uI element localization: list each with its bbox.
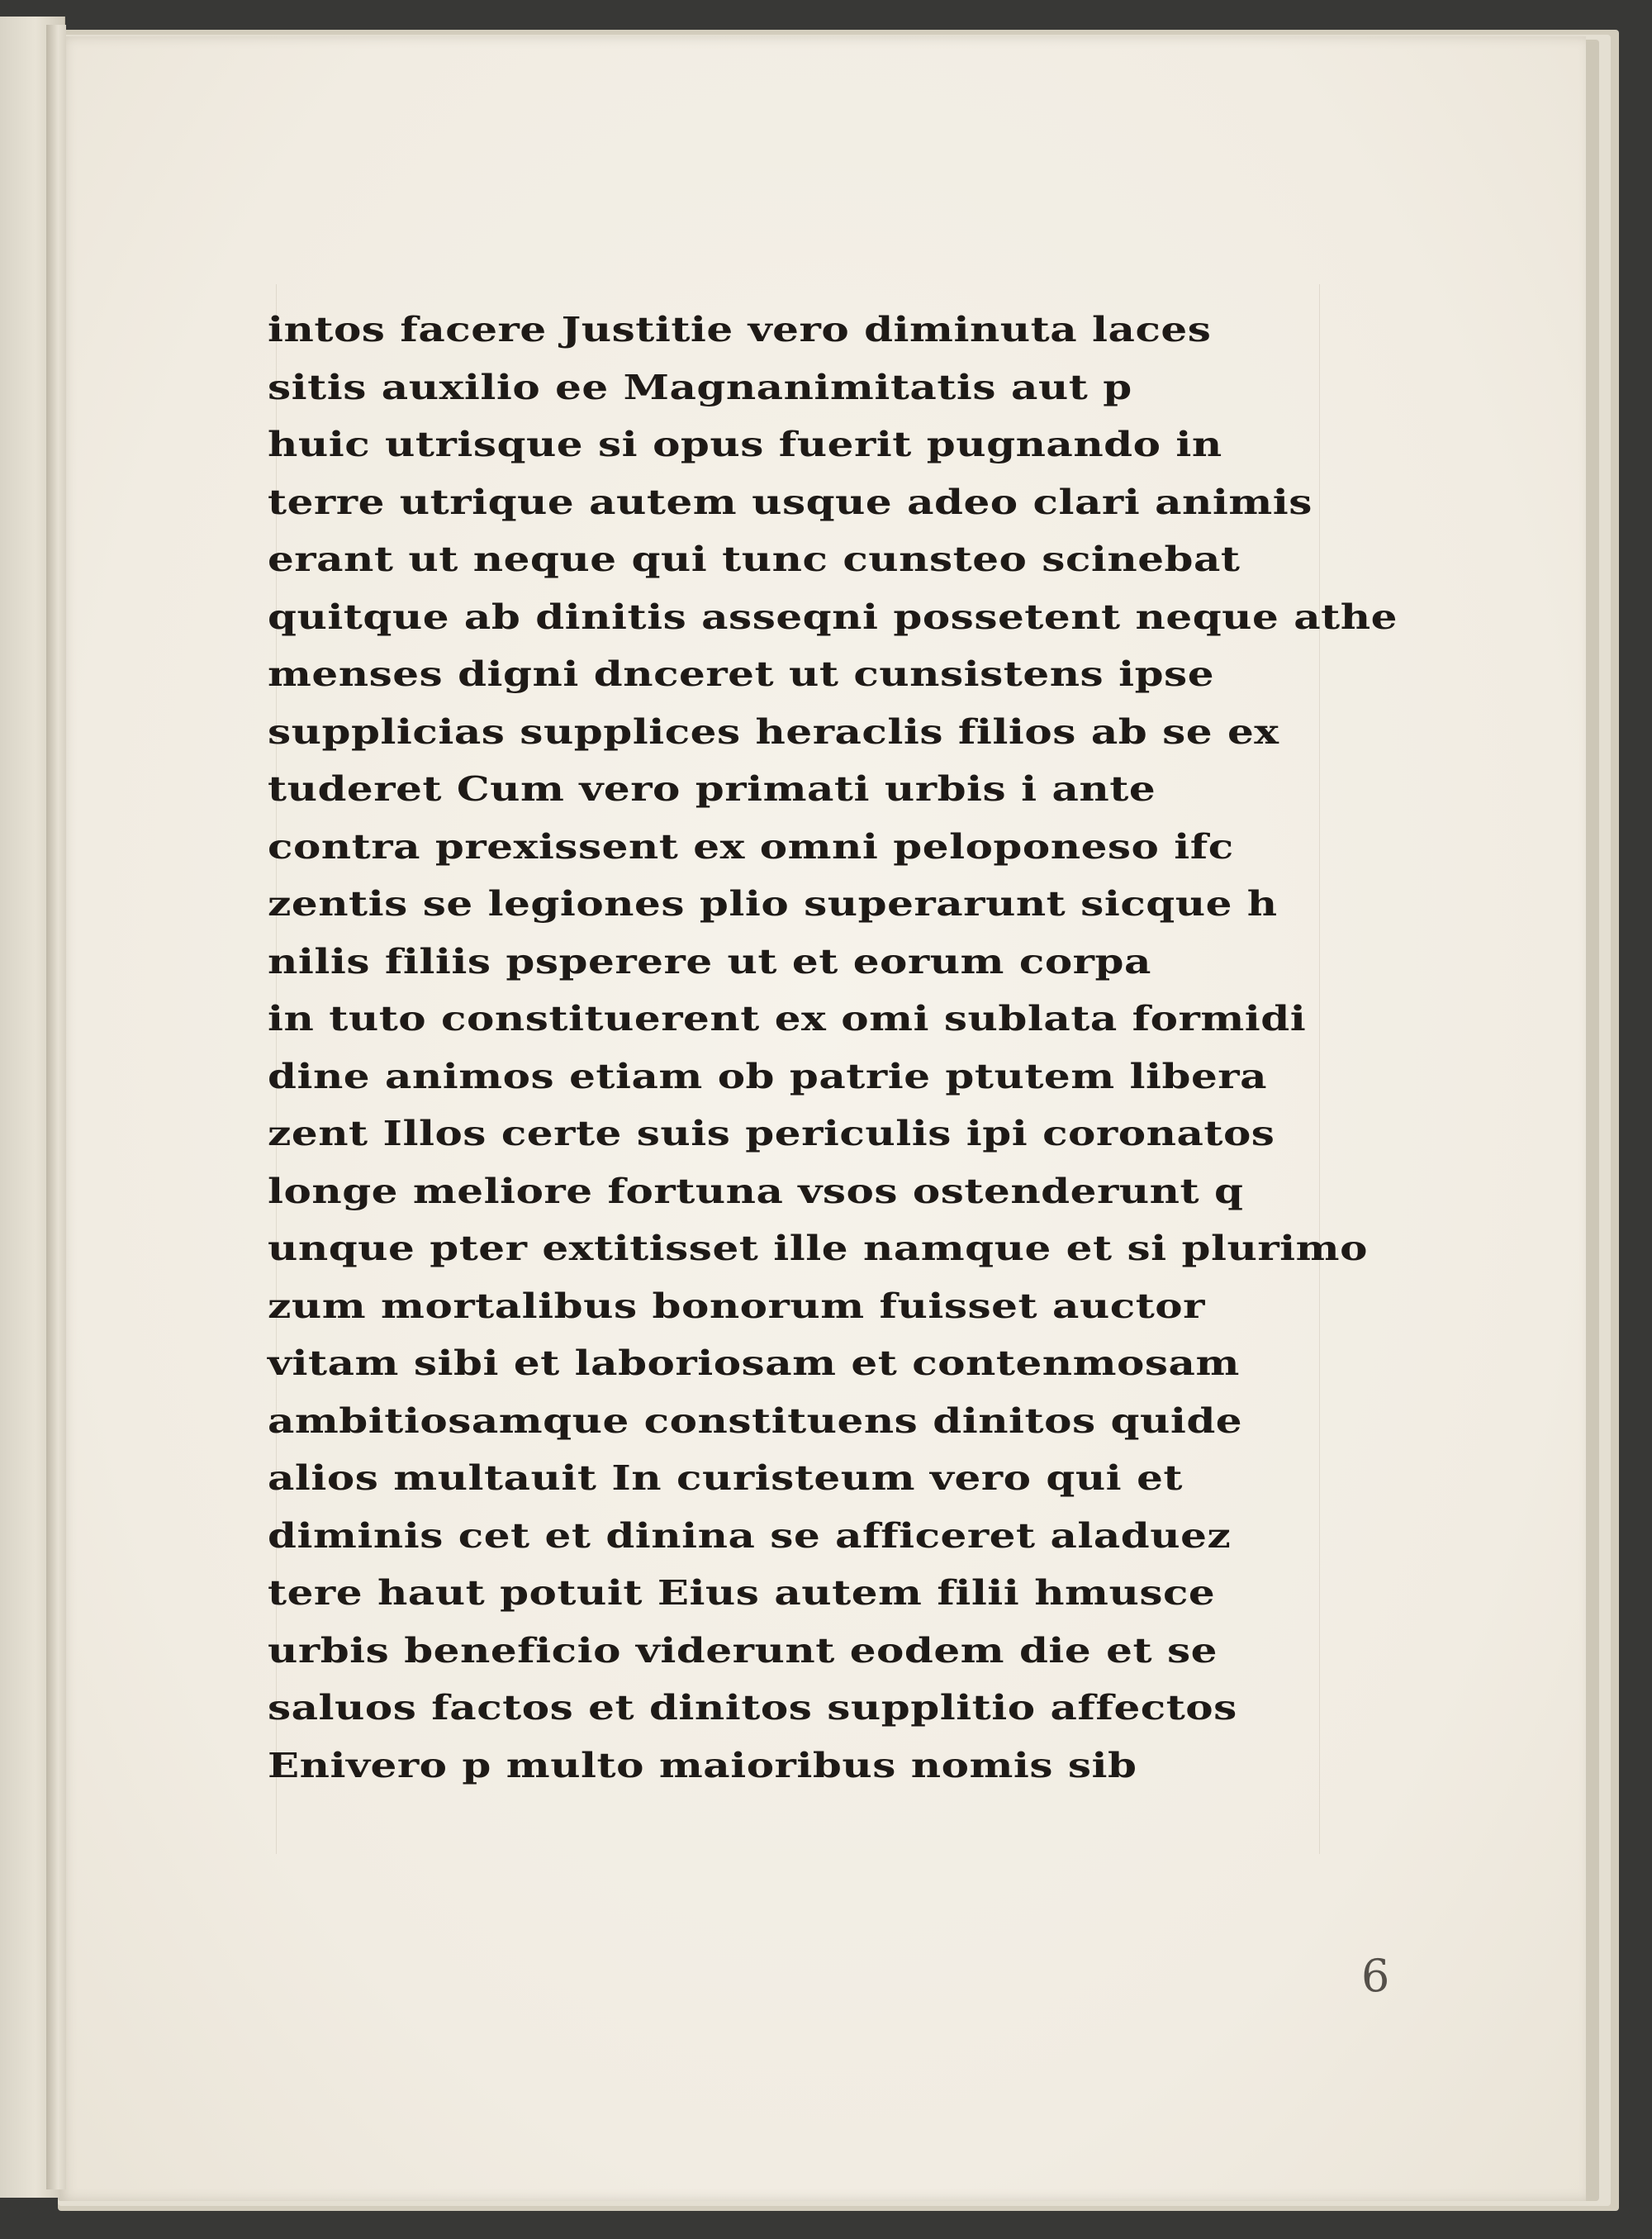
text-line: diminis cet et dinina se afficeret aladuez	[268, 1514, 1232, 1556]
text-line: longe meliore fortuna vsos ostenderunt q	[268, 1170, 1244, 1211]
text-line: urbis beneficio viderunt eodem die et se	[268, 1629, 1218, 1671]
text-line: zum mortalibus bonorum fuisset auctor	[268, 1285, 1205, 1326]
text-line: zentis se legiones plio superarunt sicque h	[268, 883, 1278, 924]
text-line: alios multauit In curisteum vero qui et	[268, 1457, 1183, 1498]
text-line: sitis auxilio ee Magnanimitatis aut p	[268, 366, 1132, 407]
text-line: saluos factos et dinitos supplitio affectos	[268, 1687, 1237, 1728]
text-line: menses digni dnceret ut cunsistens ipse	[268, 654, 1215, 694]
text-line: supplicias supplices heraclis filios ab se ex	[268, 711, 1279, 752]
text-line: huic utrisque si opus fuerit pugnando in	[268, 424, 1222, 464]
text-block	[268, 301, 1398, 1794]
text-line: unque pter extitisset ille namque et si plurimo	[268, 1228, 1368, 1268]
manuscript-page	[59, 36, 1586, 2201]
text-line: dine animos etiam ob patrie ptutem libera	[268, 1055, 1268, 1096]
text-line: erant ut neque qui tunc cunsteo scinebat	[268, 539, 1241, 579]
text-line: Enivero p multo maioribus nomis sib	[268, 1744, 1137, 1785]
text-line: contra prexissent ex omni peloponeso ifc	[268, 825, 1234, 867]
text-line: tere haut potuit Eius autem filii hmusce	[268, 1572, 1216, 1613]
text-line: quitque ab dinitis asseqni possetent neque athe	[268, 596, 1398, 637]
text-line: ambitiosamque constituens dinitos quide	[268, 1400, 1243, 1441]
text-line: vitam sibi et laboriosam et contenmosam	[268, 1343, 1240, 1383]
text-line: tuderet Cum vero primati urbis i ante	[268, 768, 1156, 809]
binding-gutter	[46, 25, 66, 2189]
folio-number: 6	[1361, 1950, 1390, 2002]
text-line: zent Illos certe suis periculis ipi coronatos	[268, 1113, 1275, 1153]
text-line: terre utrique autem usque adeo clari animis	[268, 481, 1313, 522]
text-line: intos facere Justitie vero diminuta laces	[268, 309, 1212, 349]
text-line: nilis filiis psperere ut et eorum corpa	[268, 940, 1151, 982]
text-line: in tuto constituerent ex omi sublata formidi	[268, 998, 1307, 1039]
